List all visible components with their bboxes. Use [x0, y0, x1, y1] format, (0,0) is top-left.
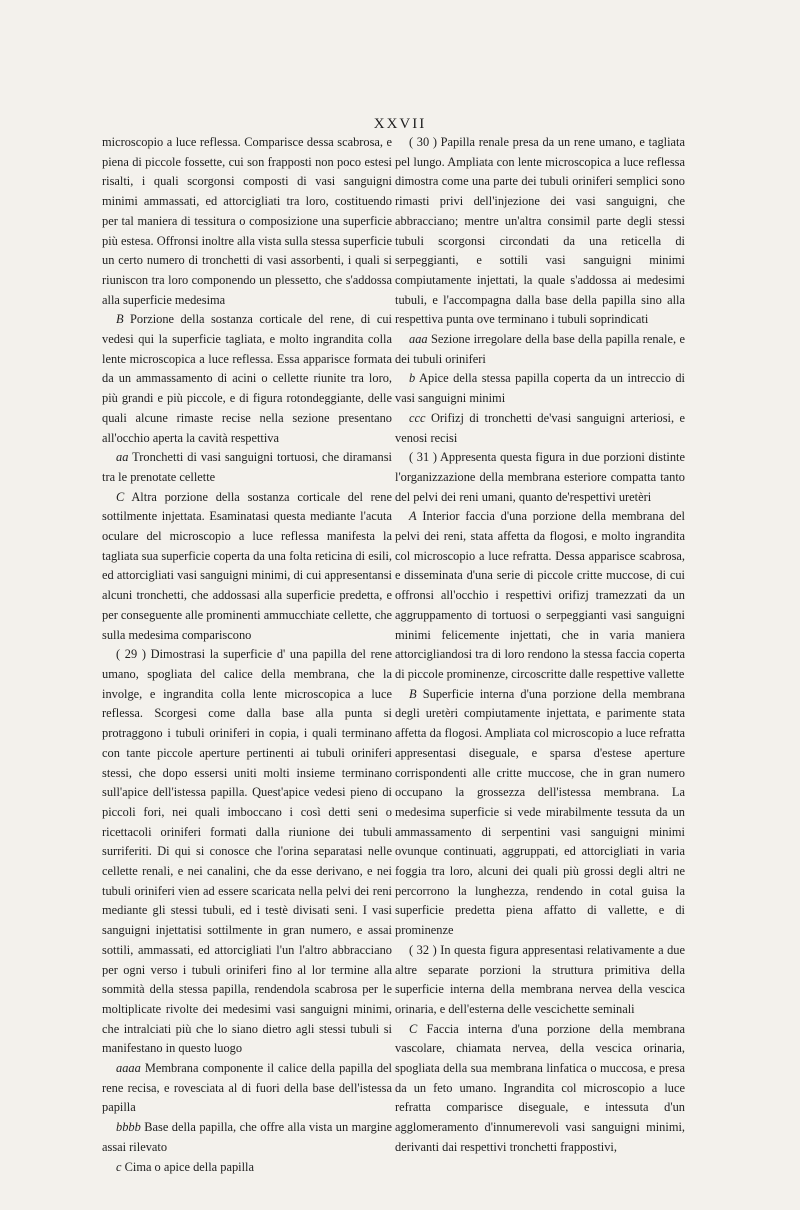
paragraph-text: ( 31 ) Appresenta questa figura in due porzioni distinte l'organizzazione della membrana esteriore compatta tanto del pelvi dei reni umani, quanto de'respettivi uretèri [395, 450, 685, 504]
paragraph-text: Base della papilla, che offre alla vista un margine assai rilevato [102, 1120, 392, 1154]
figure-key: C [409, 1021, 418, 1036]
figure-key: B [116, 312, 124, 327]
paragraph-text: microscopio a luce reflessa. Comparisce dessa scabrosa, e piena di piccole fossette, cui son frapposti non poco estesi risalti, i quali scorgonsi composti di vasi sanguigni minimi ammassati, ed attorcigliati tra loro, costituendo per tal maniera di tessitura o composizione una superficie più estesa. Offronsi inoltre alla vista sulla stessa superficie un certo numero di tronchetti di vasi assorbenti, i quali si riuniscon tra loro componendo un plessetto, che s'addossa alla superficie medesima [102, 135, 392, 307]
paragraph-text: Membrana componente il calice della papilla del rene recisa, e rovesciata al di fuori della base dell'istessa papilla [102, 1061, 392, 1115]
paragraph-text: Superficie interna d'una porzione della membrana degli uretèri compiutamente injettata, e parimente stata affetta da flogosi. Ampliata col microscopio a luce refratta appresentasi diseguale, e sparsa d'estese aperture corrispondenti alle critte muccose, che in gran numero occupano la grossezza dell'istessa membrana. La medesima superficie si vede mirabilmente tessuta da un ammassamento di serpentini vasi sanguigni minimi ovunque continuati, aggruppati, ed attorcigliati in varia foggia tra loro, alcuni dei quali più grossi degli altri ne percorrono la lunghezza, rendendo in cotal guisa la superficie predetta piena affatto di vallette, e di prominenze [395, 686, 685, 938]
paragraph-text: Altra porzione della sostanza corticale del rene sottilmente injettata. Esaminatasi questa mediante l'acuta oculare del microscopio a luce reflessa manifesta la tagliata sua superficie coperta da una folta reticina di esili, ed attorcigliati vasi sanguigni minimi, di cui appresentansi alcuni tronchetti, che addossasi alla superficie predetta, e per conseguente alle prominenti ammucchiate cellette, che sulla medesima compariscono [102, 489, 393, 642]
figure-key: aa [116, 450, 129, 465]
figure-key: aaa [409, 332, 428, 347]
figure-key: C [116, 489, 125, 504]
paragraph-text: Orifizj di tronchetti de'vasi sanguigni arteriosi, e venosi recisi [395, 410, 685, 445]
paragraph [102, 645, 392, 1059]
paragraph-text: ( 29 ) Dimostrasi la superficie d' una papilla del rene umano, spogliata del calice della membrana, che la involge, e ingrandita colla lente microscopica a luce reflessa. Scorgesi come dalla base alla punta si protraggono i tubuli oriniferi in copia, i quali terminano con tante piccole aperture pertinenti ai tubuli oriniferi stessi, che dopo essersi uniti molti insieme terminano sull'apice dell'istessa papilla. Quest'apice vedesi pieno di piccoli fori, nei quali imboccano i così detti seni o ricettacoli oriniferi formati dalla riunione dei tubuli surriferiti. Di qui si conosce che l'orina separatasi nelle cellette renali, e nei canalini, che da esse derivano, e nei tubuli oriniferi vien ad essere scaricata nella pelvi dei reni mediante gli stessi tubuli, ed i testè divisati seni. I vasi sanguigni injettatisi sottilmente in gran numero, e assai sottili, ammassati, ed attorcigliati l'un l'altro abbracciano per ogni verso i tubuli oriniferi fino al lor termine alla sommità della stessa papilla, rendendola scabrosa per le moltiplicate rivolte dei medesimi vasi sanguigni minimi, che intralciati più che lo siano dietro agli stessi tubuli si manifestano in questo luogo [102, 647, 392, 1056]
paragraph-text: Interior faccia d'una porzione della membrana del pelvi dei reni, stata affetta da flogosi, e molto ingrandita col microscopio a luce refratta. Dessa apparisce scabrosa, e disseminata d'una serie di piccole critte muccose, di cui offronsi all'occhio i respettivi orifizj tramezzati da un aggruppamento di tortuosi o serpeggianti vasi sanguigni minimi felicemente injettati, che in varia maniera attorcigliandosi tra di loro rendono la stessa faccia coperta di piccole prominenze, circoscritte dalle respettive vallette [395, 509, 685, 681]
left-column [102, 133, 392, 1177]
paragraph [102, 133, 392, 310]
paragraph [395, 369, 685, 408]
paragraph [395, 941, 685, 1020]
paragraph [102, 448, 392, 487]
paragraph [395, 1020, 685, 1158]
paragraph [395, 685, 685, 941]
paragraph-text: Tronchetti di vasi sanguigni tortuosi, che diramansi tra le prenotate cellette [102, 450, 392, 484]
paragraph [395, 507, 685, 684]
paragraph [102, 1158, 392, 1178]
paragraph [395, 330, 685, 369]
paragraph-text: Faccia interna d'una porzione della membrana vascolare, chiamata nervea, della vescica orinaria, spogliata della sua membrana linfatica o muccosa, e presa da un feto umano. Ingrandita col microscopio a luce refratta comparisce diseguale, e intessuta d'un agglomeramento d'innumerevoli vasi sanguigni minimi, derivanti dai respettivi tronchetti frappostivi, [395, 1021, 685, 1154]
paragraph [395, 448, 685, 507]
figure-key: B [409, 686, 417, 701]
paragraph [102, 310, 392, 448]
paragraph-text: Apice della stessa papilla coperta da un intreccio di vasi sanguigni minimi [395, 371, 685, 406]
figure-key: c [116, 1159, 122, 1174]
paragraph-text: Sezione irregolare della base della papilla renale, e dei tubuli oriniferi [395, 332, 686, 366]
figure-key: b [409, 371, 416, 386]
paragraph-text: Cima o apice della papilla [124, 1159, 254, 1174]
right-column [395, 133, 685, 1158]
page-number: XXVII [373, 116, 427, 132]
paragraph [102, 1118, 392, 1157]
paragraph-text: Porzione della sostanza corticale del rene, di cui vedesi qui la superficie tagliata, e molto ingrandita colla lente microscopica a luce reflessa. Essa apparisce formata da un ammassamento di acini o cellette riunite tra loro, più grandi e più piccole, e di figura rotondeggiante, delle quali alcune rimaste recise nella sezione presentano all'occhio aperta la cavità respettiva [102, 312, 392, 445]
paragraph-text: ( 32 ) In questa figura appresentasi relativamente a due altre separate porzioni la struttura primitiva della superficie interna della membrana nervea della vescica orinaria, e dell'esterna delle vescichette seminali [395, 942, 685, 1016]
paragraph [395, 133, 685, 330]
paragraph [102, 1059, 392, 1118]
figure-key: bbbb [116, 1120, 141, 1135]
figure-key: A [409, 509, 417, 524]
paragraph [102, 488, 392, 646]
figure-key: ccc [409, 410, 426, 425]
paragraph-text: ( 30 ) Papilla renale presa da un rene umano, e tagliata pel lungo. Ampliata con lente microscopica a luce reflessa dimostra come una parte dei tubuli oriniferi semplici sono rimasti privi dell'injezione dei vasi sanguigni, che abbracciano; mentre un'altra consimil parte degli stessi tubuli scorgonsi circondati da una reticella di serpeggianti, e sottili vasi sanguigni minimi compiutamente injettati, la quale s'addossa ai medesimi tubuli, e l'accompagna dalla base della papilla sino alla respettiva punta ove terminano i tubuli soprindicati [395, 135, 685, 327]
figure-key: aaaa [116, 1061, 141, 1076]
paragraph [395, 409, 685, 448]
